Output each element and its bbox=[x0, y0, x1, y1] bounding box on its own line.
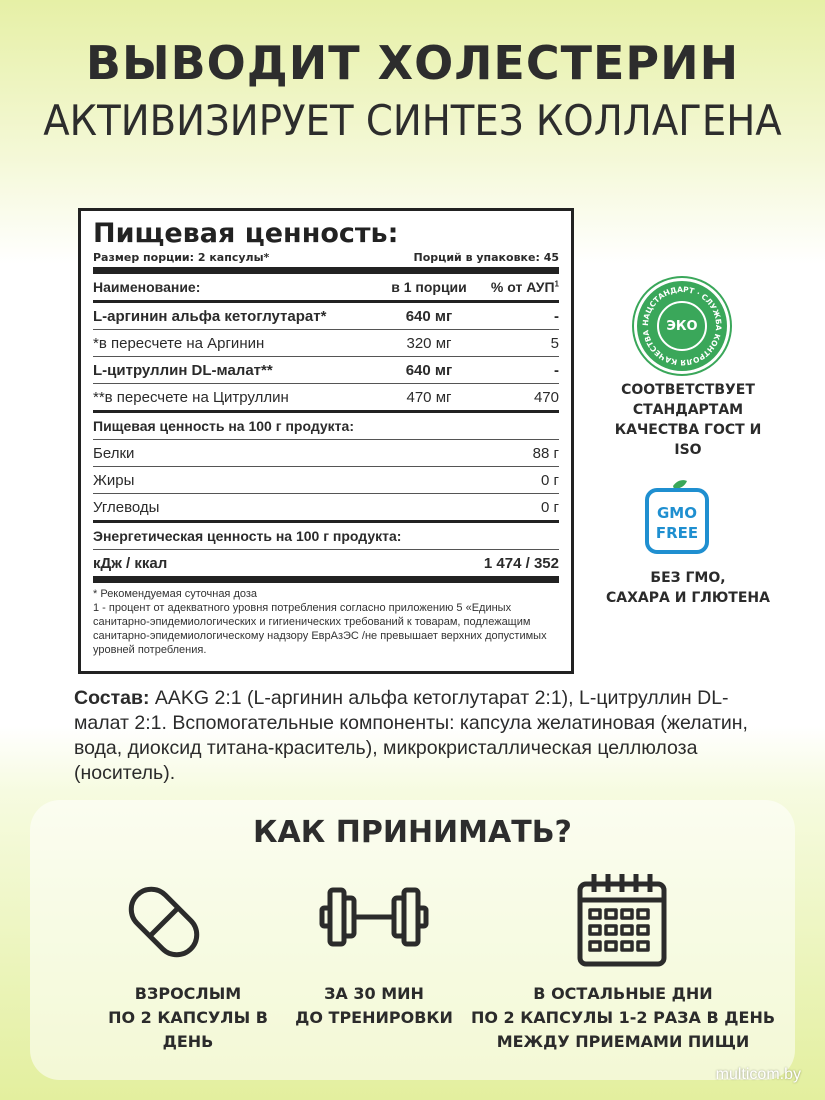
how-item-1-label: ВЗРОСЛЫМ ПО 2 КАПСУЛЫ В ДЕНЬ bbox=[108, 984, 268, 1051]
how-item-2-label: ЗА 30 МИН ДО ТРЕНИРОВКИ bbox=[295, 984, 453, 1027]
table-row: **в пересчете на Цитруллин 470 мг 470 bbox=[93, 388, 559, 406]
energy-row: кДж / ккал 1 474 / 352 bbox=[93, 554, 559, 572]
watermark: multicom.by bbox=[715, 1066, 801, 1083]
nutrition-header-row bbox=[93, 274, 559, 300]
table-row: *в пересчете на Аргинин 320 мг 5 bbox=[93, 334, 559, 352]
eco-text: ЭКО bbox=[657, 301, 707, 351]
nutrition-notes bbox=[93, 583, 559, 657]
eco-label: СООТВЕТСТВУЕТ СТАНДАРТАМ КАЧЕСТВА ГОСТ И ISO bbox=[614, 382, 762, 458]
composition-text: AAKG 2:1 (L-аргинин альфа кетоглутарат 2:1), L-цитруллин DL-малат 2:1. Вспомогательные компоненты: капсула желатиновая (желатин, вода, диоксид титана-краситель), микрокристаллическая целлюлоза (носитель). bbox=[74, 687, 748, 784]
table-row: Углеводы 0 г bbox=[93, 498, 559, 516]
serving-info bbox=[93, 251, 559, 267]
servings-per-pack: Порций в упаковке: 45 bbox=[413, 251, 559, 264]
nutrition-title: Пищевая ценность: bbox=[93, 218, 399, 249]
svg-text:GMO: GMO bbox=[657, 504, 697, 522]
calendar-icon bbox=[576, 870, 668, 972]
nutrition-table bbox=[78, 208, 574, 674]
how-item-3-label: В ОСТАЛЬНЫЕ ДНИ ПО 2 КАПСУЛЫ 1-2 РАЗА В ДЕНЬ МЕЖДУ ПРИЕМАМИ ПИЩИ bbox=[470, 984, 776, 1051]
energy-header: Энергетическая ценность на 100 г продукта: bbox=[93, 528, 402, 544]
gmo-label: БЕЗ ГМО, САХАРА И ГЛЮТЕНА bbox=[606, 570, 770, 606]
header-per-serving: в 1 порции bbox=[391, 279, 467, 295]
composition bbox=[74, 686, 764, 786]
how-to-take-title: КАК ПРИНИМАТЬ? bbox=[253, 815, 572, 850]
headline-secondary: АКТИВИЗИРУЕТ СИНТЕЗ КОЛЛАГЕНА bbox=[43, 96, 782, 145]
table-row: Жиры 0 г bbox=[93, 471, 559, 489]
composition-label: Состав: bbox=[74, 687, 150, 709]
headline-primary: ВЫВОДИТ ХОЛЕСТЕРИН bbox=[85, 36, 740, 90]
note-recommended: * Рекомендуемая суточная доза bbox=[93, 588, 258, 600]
svg-text:FREE: FREE bbox=[655, 524, 699, 542]
header-percent: % от АУП$^1$ bbox=[490, 279, 559, 295]
header-name: Наименование: bbox=[93, 279, 201, 295]
table-row: L-цитруллин DL-малат** 640 мг - bbox=[93, 361, 559, 379]
gmo-free-icon bbox=[643, 478, 711, 556]
table-row: L-аргинин альфа кетоглутарат* 640 мг - bbox=[93, 307, 559, 325]
table-row: Белки 88 г bbox=[93, 444, 559, 462]
svg-text:НАЦСТАНДАРТ · СЛУЖБА КОНТРОЛЯ: НАЦСТАНДАРТ · СЛУЖБА КОНТРОЛЯ КАЧЕСТВА bbox=[640, 284, 724, 368]
serving-size: Размер порции: 2 капсулы* bbox=[93, 251, 270, 264]
capsule-icon bbox=[118, 876, 210, 972]
dumbbell-icon bbox=[318, 884, 430, 954]
eco-certification-icon bbox=[634, 278, 730, 374]
note-percent: 1 - процент от адекватного уровня потребления согласно приложению 5 «Единых санитарно-эпидемиологических и гигиенических требований к товарам, подлежащим санитарно-эпидемиологическому надзору ЕврАзЭС /не превышает верхних допустимых уровней потребления. bbox=[93, 602, 547, 656]
per100-header: Пищевая ценность на 100 г продукта: bbox=[93, 418, 354, 434]
